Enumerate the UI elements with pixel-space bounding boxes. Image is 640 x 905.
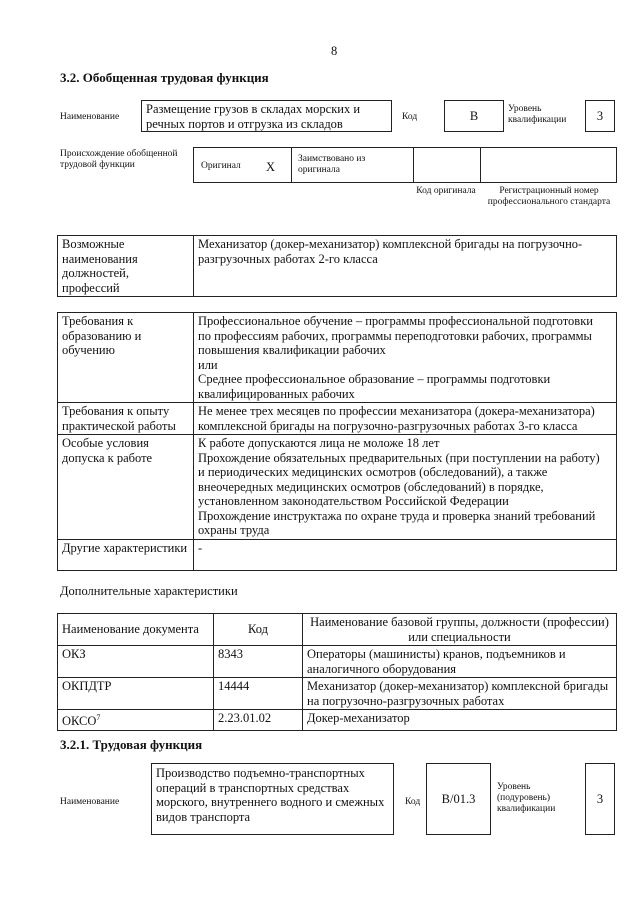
code-value: B: [444, 100, 504, 132]
req-experience-value: Не менее трех месяцев по профессии механизатора (докера-механизатора) комплексной бригады на погрузочно-разгрузочных работах 3-го класса: [194, 403, 617, 435]
req-experience-label: Требования к опыту практической работы: [58, 403, 194, 435]
origin-label: Происхождение обобщенной трудовой функции: [60, 149, 178, 170]
tf-code-value: B/01.3: [426, 763, 491, 835]
code-original-caption: Код оригинала: [416, 186, 476, 196]
level-label: Уровень квалификации: [508, 104, 567, 125]
table-row: ОКСО$^7$ 2.23.01.02 Докер-механизатор: [58, 710, 617, 731]
requirements-table: [57, 312, 617, 571]
name-label: Наименование: [60, 112, 120, 122]
borrowed-label: Заимствовано из оригинала: [298, 154, 366, 175]
req-education-value: Профессиональное обучение – программы профессиональной подготовки по профессиям рабочих, программы переподготовки рабочих, программы повышения квалификации рабочих или Среднее профессиональное образование – программы подготовки квалифицированных рабочих: [194, 313, 617, 403]
col-code-header: Код: [214, 614, 303, 646]
section-heading: 3.2. Обобщенная трудовая функция: [60, 70, 269, 85]
positions-table: [57, 235, 617, 297]
req-other-label: Другие характеристики: [58, 539, 194, 570]
subsection-heading: 3.2.1. Трудовая функция: [60, 737, 203, 752]
tf-name-label: Наименование: [60, 797, 120, 807]
page-number: 8: [331, 44, 338, 58]
positions-label: Возможные наименования должностей, профессий: [58, 236, 194, 297]
req-education-label: Требования к образованию и обучению: [58, 313, 194, 403]
table-row: ОКЗ 8343 Операторы (машинисты) кранов, подъемников и аналогичного оборудования: [58, 646, 617, 678]
level-value: 3: [585, 100, 615, 132]
req-conditions-value: К работе допускаются лица не моложе 18 лет Прохождение обязательных предварительных (при поступлении на работу) и периодических медицинских осмотров (обследований), а также внеочередных медицинских осмотров (обследований) в порядке, установленном законодательством Российской Федерации Прохождение инструктажа по охране труда и проверка знаний требований охраны труда: [194, 435, 617, 540]
positions-value: Механизатор (докер-механизатор) комплексной бригады на погрузочно-разгрузочных работах 2-го класса: [194, 236, 617, 297]
tf-level-label: Уровень (подуровень) квалификации: [497, 782, 556, 814]
tf-level-value: 3: [585, 763, 615, 835]
code-label: Код: [402, 112, 418, 122]
origin-table: [193, 147, 617, 183]
additional-heading: Дополнительные характеристики: [60, 584, 238, 598]
col-doc-header: Наименование документа: [58, 614, 214, 646]
req-conditions-label: Особые условия допуска к работе: [58, 435, 194, 540]
tf-name-value: Производство подъемно-транспортных операций в транспортных средствах морского, внутреннего водного и смежных видов транспорта: [151, 763, 394, 835]
tf-code-label: Код: [405, 797, 421, 807]
col-name-header: Наименование базовой группы, должности (профессии) или специальности: [303, 614, 617, 646]
original-label: Оригинал: [201, 161, 241, 171]
table-row: ОКПДТР 14444 Механизатор (докер-механизатор) комплексной бригады на погрузочно-разгрузочных работах: [58, 678, 617, 710]
original-mark: X: [266, 160, 276, 174]
reg-number-caption: Регистрационный номер профессионального стандарта: [487, 186, 611, 207]
additional-table: [57, 613, 617, 731]
req-other-value: -: [194, 539, 617, 570]
name-value: Размещение грузов в складах морских и речных портов и отгрузка из складов: [141, 100, 392, 132]
